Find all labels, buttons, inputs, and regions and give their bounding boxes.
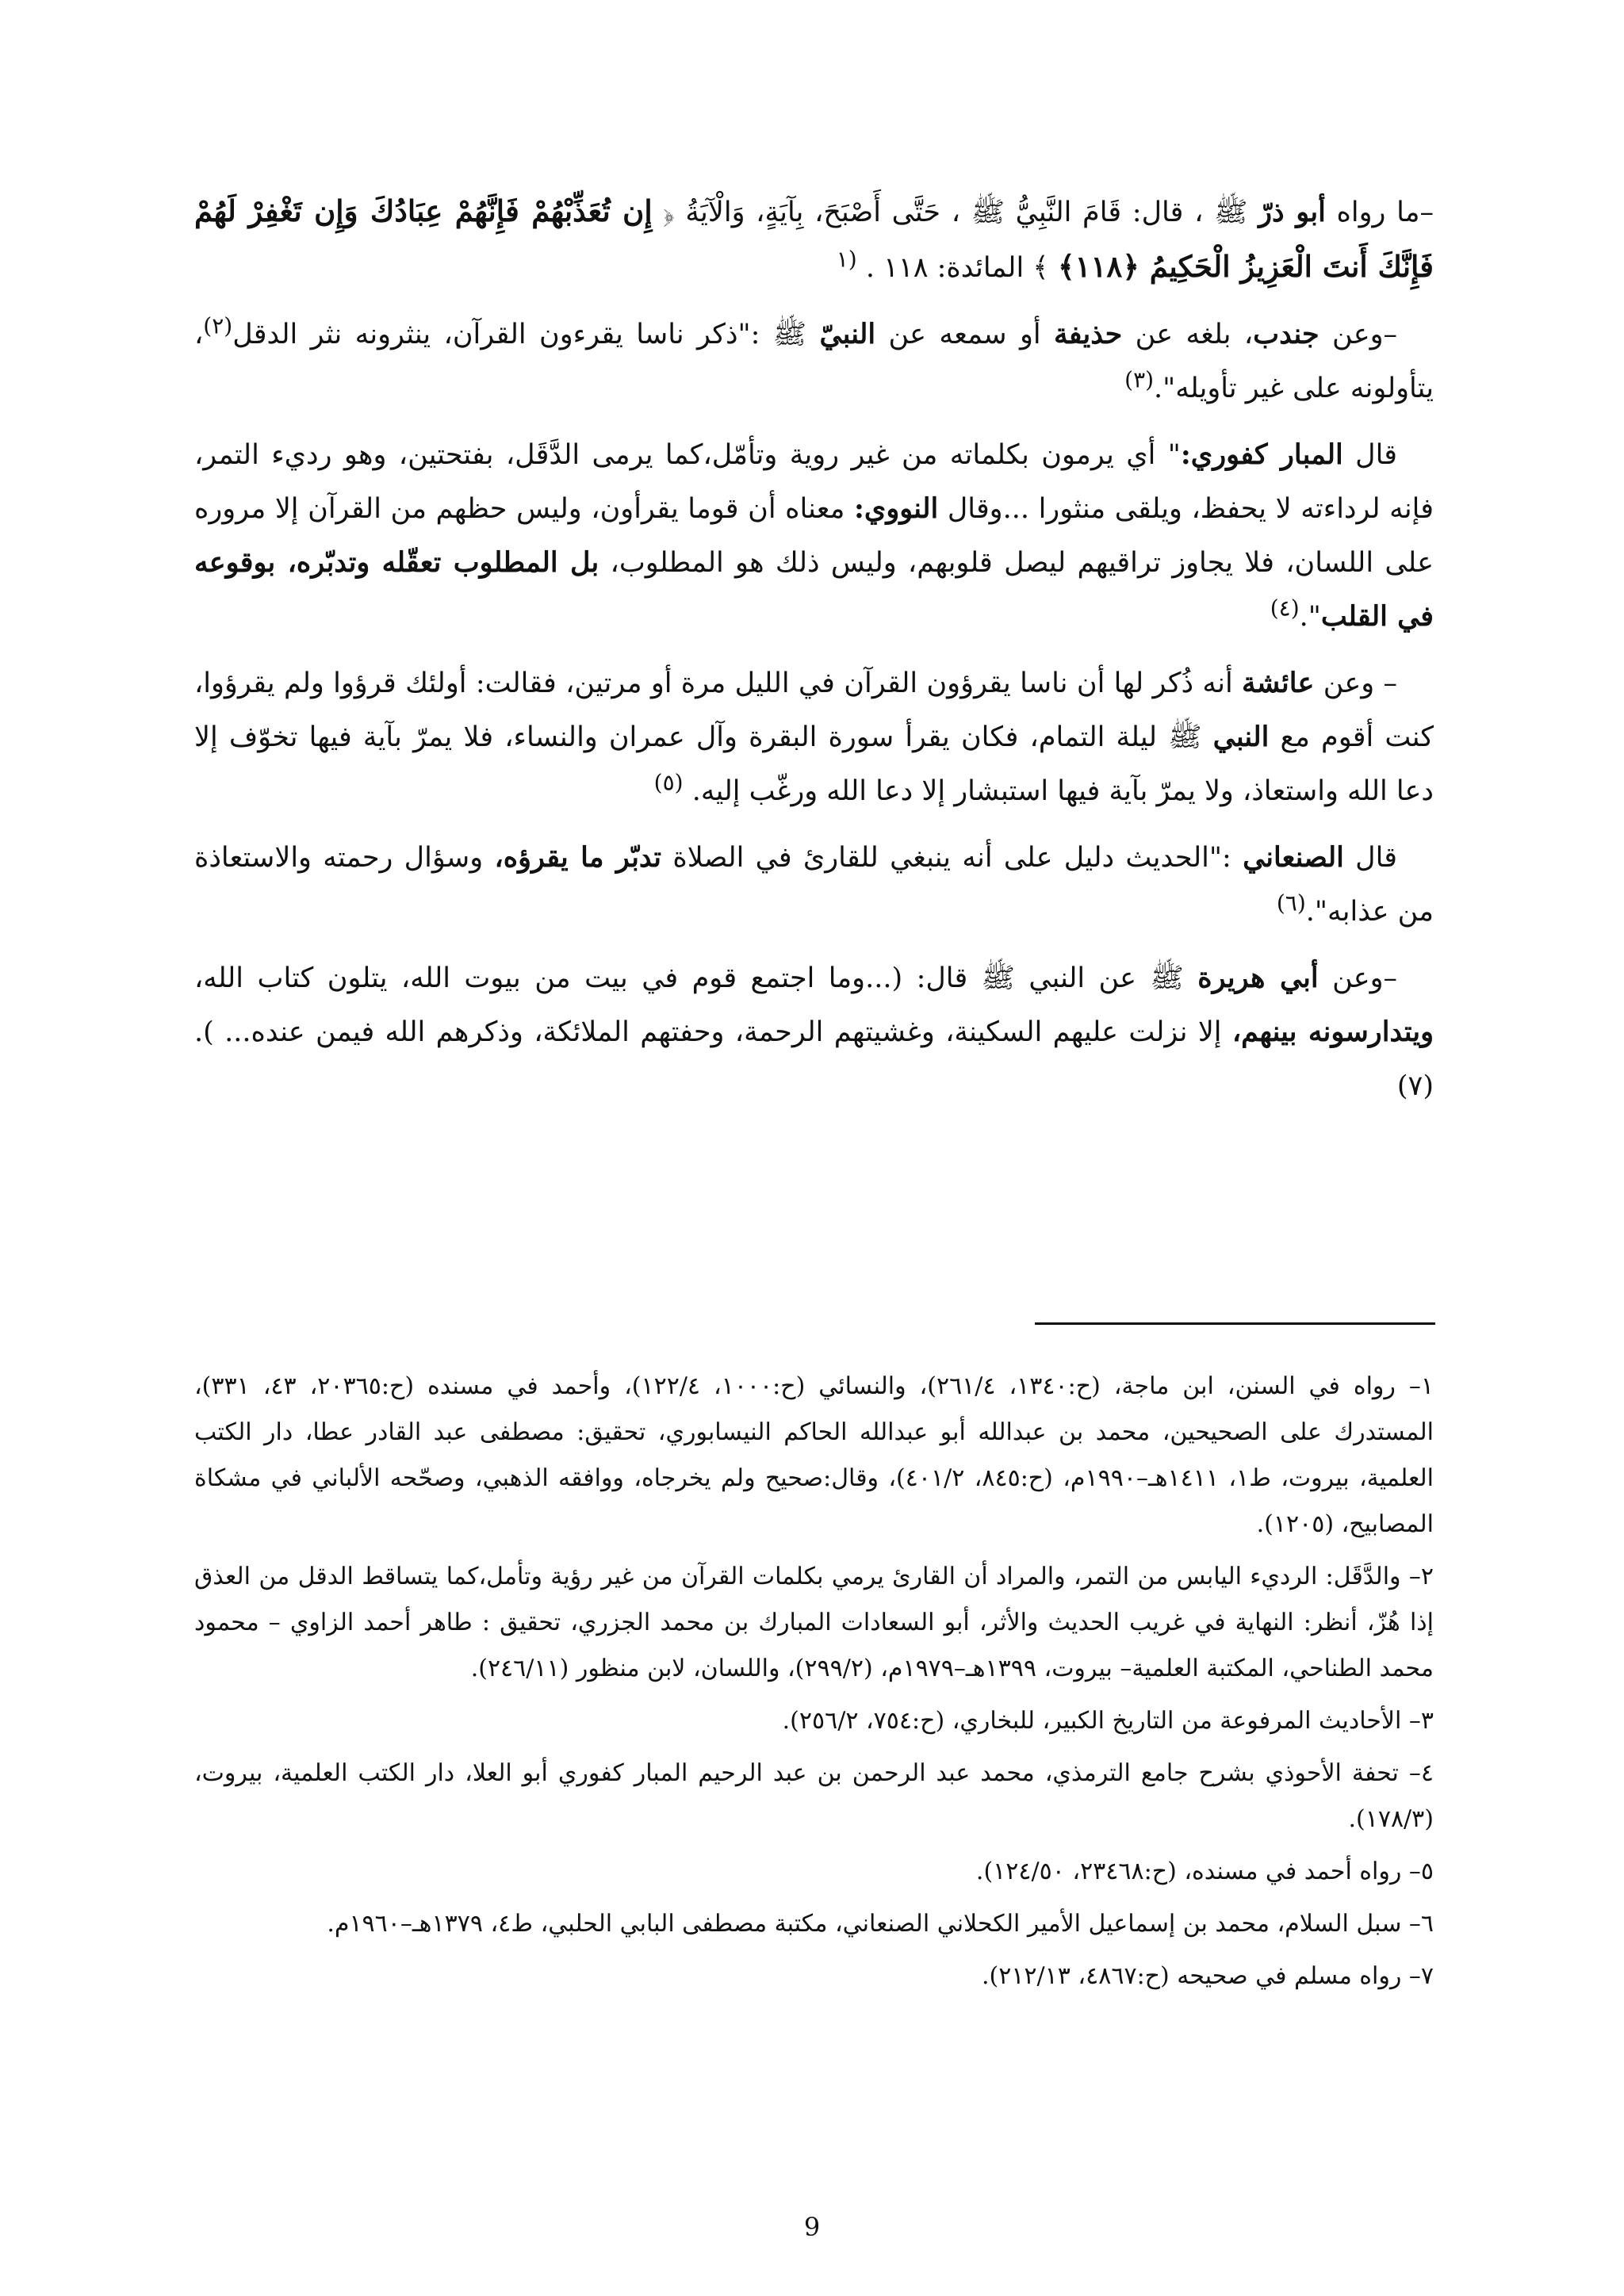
paragraph-aisha (194, 656, 1434, 818)
text-span: ﷺ عن النبي ﷺ قال: (...وما اجتمع قوم في بيت من بيوت الله، يتلون كتاب الله، (194, 962, 1198, 994)
paragraph-abu-dharr (194, 184, 1434, 295)
text-span: ﴾ المائدة: ١١٨ . (865, 252, 1058, 284)
scholar-name: المبار كفوري: (1180, 438, 1343, 471)
text-span: قال (1342, 439, 1398, 471)
footnote-divider (1035, 1322, 1435, 1325)
prophet-name: النبي (1212, 721, 1270, 753)
footnote-2: ٢– والدَّقَل: الرديء اليابس من التمر، والمراد أن القارئ يرمي بكلمات القرآن من غير رؤية وتأمل،كما يتساقط الدقل من العذق إذا هُزّ، أنظر: النهاية في غريب الحديث والأثر، أبو السعادات المبارك بن محمد الجزري، تحقيق : طاهر أحمد الزاوي – محمود محمد الطناحي، المكتبة العلمية– بيروت، ١٣٩٩هـ–١٩٧٩م، (٢٩٩/٢)، واللسان، لابن منظور (٢٤٦/١١). (194, 1563, 1434, 1682)
narrator-name: حذيفة (1054, 318, 1123, 350)
text-span: أنه ذُكر لها أن ناسا يقرؤون القرآن في الليل مرة أو مرتين، فقالت: أولئك قرؤوا ولم يقرؤوا، كنت أقوم مع (194, 668, 1434, 753)
prophet-name: النبيّ (819, 318, 876, 350)
footnote-5: ٥– رواه أحمد في مسنده، (ح:٢٣٤٦٨، ١٢٤/٥٠). (975, 1858, 1434, 1885)
text-span: – وعن (1314, 668, 1397, 699)
main-text (194, 184, 1434, 1126)
text-span: أو سمعه عن (875, 319, 1055, 350)
text-span: معناه أن قوما يقرأون، وليس حظهم من القرآن إلا مروره على اللسان، فلا يجاوز تراقيهم ليصل قلوبهم، وليس ذلك هو المطلوب، (194, 493, 1434, 579)
text-span: –وعن (1318, 962, 1398, 994)
text-span: –وعن (1319, 319, 1397, 350)
quran-verse: إِن تُعَذِّبْهُمْ فَإِنَّهُمْ عِبَادُكَ وَإِن تَغْفِرْ لَهُمْ فَإِنَّكَ أَنتَ الْعَزِيزُ الْحَكِيمُ ﴿١١٨﴾ (194, 193, 1434, 284)
narrator-name: جندب (1253, 318, 1320, 350)
text-span: –ما رواه (1325, 197, 1434, 228)
page-number: 9 (803, 2212, 821, 2242)
footnote-ref: (٦) (1276, 890, 1306, 916)
footnote-7: ٧– رواه مسلم في صحيحه (ح:٤٨٦٧، ٢١٢/١٣). (981, 1962, 1434, 1990)
narrator-name: أبي هريرة (1197, 962, 1319, 994)
narrator-name: عائشة (1242, 667, 1315, 699)
text-span: ، بلغه عن (1122, 319, 1254, 350)
text-span: قال (1343, 842, 1398, 874)
footnote-3: ٣– الأحاديث المرفوعة من التاريخ الكبير، للبخاري، (ح:٧٥٤، ٢٥٦/٢). (782, 1707, 1434, 1735)
footnote-ref: (٣) (1124, 366, 1155, 393)
emphasis-text: ويتدارسونه بينهم، (1231, 1016, 1434, 1048)
paragraph-mubarakfuri (194, 428, 1434, 644)
emphasis-text: بل المطلوب تعقّله وتدبّره، بوقوعه في القلب (194, 546, 1434, 633)
footnote-ref: (١ (836, 246, 857, 273)
paragraph-jundub (194, 308, 1434, 415)
text-span: ﷺ :"ذكر ناسا يقرءون القرآن، ينثرونه نثر الدقل (232, 319, 820, 350)
footnote-ref: (٥) (653, 769, 684, 796)
text-span: ﷺ ، قال: قَامَ النَّبِيُّ ﷺ ، حَتَّى أَصْبَحَ، بِآيَةٍ، وَالْآيَةُ ﴿ (652, 197, 1259, 228)
footnote-ref: (٤) (1270, 595, 1300, 622)
footnote-1: ١– رواه في السنن، ابن ماجة، (ح:١٣٤٠، ٢٦١/٤)، والنسائي (ح:١٠٠٠، ١٢٢/٤)، وأحمد في مسنده (ح:٢٠٣٦٥، ٤٣، ٣٣١)، المستدرك على الصحيحين، محمد بن عبدالله أبو عبدالله الحاكم النيسابوري، تحقيق: مصطفى عبد القادر عطا، دار الكتب العلمية، بيروت، ط١، ١٤١١هـ–١٩٩٠م، (ح:٨٤٥، ٤٠١/٢)، وقال:صحيح ولم يخرجاه، ووافقه الذهبي، وصحّحه الألباني في مشكاة المصابيح، (١٢٠٥). (194, 1372, 1434, 1538)
text-span: ﷺ ليلة التمام، فكان يقرأ سورة البقرة وآل عمران والنساء، فلا يمرّ بآية فيها تخوّف إلا دعا الله واستعاذ، ولا يمرّ بآية فيها استبشار إلا دعا الله ورغّب إليه. (194, 721, 1434, 807)
footnote-4: ٤– تحفة الأحوذي بشرح جامع الترمذي، محمد عبد الرحمن بن عبد الرحيم المبار كفوري أبو العلا، دار الكتب العلمية، بيروت، (١٧٨/٣). (194, 1759, 1434, 1833)
text-span: " أي يرمون بكلماته من غير روية وتأمّل،كما يرمى الدَّقَل، بفتحتين، وهو رديء التمر، فإنه لرداءته لا يحفظ، ويلقى منثورا ...وقال (194, 439, 1434, 525)
emphasis-text: تدبّر ما يقرؤه، (494, 841, 662, 874)
text-span: ، يتأولونه على غير تأويله". (194, 319, 1434, 404)
scholar-name: النووي: (854, 492, 939, 525)
text-span: إلا نزلت عليهم السكينة، وغشيتهم الرحمة، وحفتهم الملائكة، وذكرهم الله فيمن عنده... ). (194, 1016, 1232, 1048)
paragraph-abu-hurayra (194, 951, 1434, 1113)
footnote-6: ٦– سبل السلام، محمد بن إسماعيل الأمير الكحلاني الصنعاني، مكتبة مصطفى البابي الحلبي، ط٤، ١٣٧٩هـ–١٩٦٠م. (327, 1910, 1434, 1938)
footnote-ref: (٢) (203, 312, 233, 339)
footnote-ref: (٧) (1396, 1070, 1434, 1102)
paragraph-sanani (194, 831, 1434, 939)
narrator-name: أبو ذرّ (1258, 196, 1326, 228)
text-span: وسؤال رحمته والاستعاذة من عذابه". (194, 842, 1434, 928)
text-span: :"الحديث دليل على أنه ينبغي للقارئ في الصلاة (661, 842, 1243, 874)
text-span: ". (1299, 601, 1321, 633)
footnotes (194, 1364, 1434, 2006)
scholar-name: الصنعاني (1243, 841, 1344, 874)
